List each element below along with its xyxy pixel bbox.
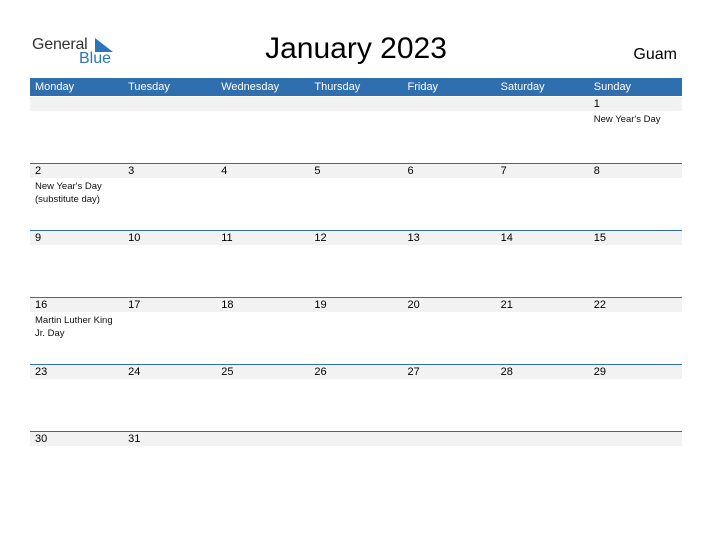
day-cell [403, 364, 496, 431]
day-cell [403, 96, 496, 163]
day-number: 7 [500, 165, 507, 177]
day-number: 18 [221, 299, 234, 311]
day-cell [589, 96, 682, 163]
day-number: 6 [407, 165, 414, 177]
day-cell [403, 431, 496, 498]
day-number: 31 [128, 433, 141, 445]
day-cell [216, 297, 309, 364]
day-number: 21 [500, 299, 513, 311]
day-number: 23 [35, 366, 48, 378]
day-number: 19 [314, 299, 327, 311]
weekday-header [30, 78, 682, 96]
day-number: 1 [593, 98, 600, 110]
day-cell [123, 96, 216, 163]
day-number: 15 [593, 232, 606, 244]
day-number: 17 [128, 299, 141, 311]
weekday-friday: Friday [407, 81, 439, 93]
day-number: 26 [314, 366, 327, 378]
brand-blue-text: Blue [79, 50, 112, 67]
day-cell [589, 163, 682, 230]
weekday-saturday: Saturday [500, 81, 545, 93]
day-cell [589, 230, 682, 297]
weekday-thursday: Thursday [314, 81, 361, 93]
day-number: 16 [35, 299, 48, 311]
day-cell [496, 163, 589, 230]
day-cell [216, 230, 309, 297]
day-cell [30, 297, 123, 364]
day-number: 2 [35, 165, 42, 177]
day-number: 30 [35, 433, 48, 445]
day-cell [216, 364, 309, 431]
day-number: 20 [407, 299, 420, 311]
day-cell [123, 364, 216, 431]
weekday-sunday: Sunday [593, 81, 632, 93]
day-cell [496, 431, 589, 498]
day-cell [496, 297, 589, 364]
day-cell [30, 96, 123, 163]
day-number: 12 [314, 232, 327, 244]
day-cell [403, 297, 496, 364]
day-cell [496, 364, 589, 431]
day-cell [216, 96, 309, 163]
day-cell [403, 230, 496, 297]
day-number: 5 [314, 165, 321, 177]
week-row [30, 163, 682, 230]
country-label: Guam [633, 46, 677, 63]
week-row [30, 230, 682, 297]
week-row [30, 364, 682, 431]
day-number: 25 [221, 366, 234, 378]
holiday-label: New Year's Day [593, 114, 661, 125]
weekday-tuesday: Tuesday [128, 81, 170, 93]
day-number: 14 [500, 232, 513, 244]
day-number: 9 [35, 232, 42, 244]
day-number: 13 [407, 232, 420, 244]
week-row [30, 96, 682, 163]
day-number: 8 [593, 165, 600, 177]
day-cell [309, 431, 402, 498]
day-cell [216, 163, 309, 230]
day-cell [123, 431, 216, 498]
day-cell [123, 230, 216, 297]
day-cell [123, 297, 216, 364]
weekday-monday: Monday [35, 81, 75, 93]
day-cell [30, 364, 123, 431]
day-cell [309, 230, 402, 297]
calendar-title: January 2023 [265, 32, 447, 65]
day-cell [30, 431, 123, 498]
day-cell [309, 163, 402, 230]
day-cell [496, 230, 589, 297]
day-cell [30, 163, 123, 230]
day-cell [309, 364, 402, 431]
day-cell [589, 431, 682, 498]
day-cell [496, 96, 589, 163]
day-cell [309, 297, 402, 364]
day-number: 22 [593, 299, 606, 311]
holiday-label: Martin Luther King Jr. Day [35, 315, 113, 339]
brand-general-text: General [32, 36, 88, 53]
day-cell [309, 96, 402, 163]
day-number: 29 [593, 366, 606, 378]
day-number: 24 [128, 366, 141, 378]
day-number: 11 [221, 232, 233, 244]
day-cell [589, 364, 682, 431]
day-number: 28 [500, 366, 513, 378]
day-number: 3 [128, 165, 135, 177]
day-number: 4 [221, 165, 228, 177]
day-number: 10 [128, 232, 141, 244]
weekday-wednesday: Wednesday [221, 81, 280, 93]
day-cell [216, 431, 309, 498]
week-row [30, 297, 682, 364]
day-cell [403, 163, 496, 230]
holiday-label: New Year's Day (substitute day) [35, 181, 102, 205]
day-cell [123, 163, 216, 230]
week-row [30, 431, 682, 498]
day-cell [589, 297, 682, 364]
day-cell [30, 230, 123, 297]
day-number: 27 [407, 366, 420, 378]
